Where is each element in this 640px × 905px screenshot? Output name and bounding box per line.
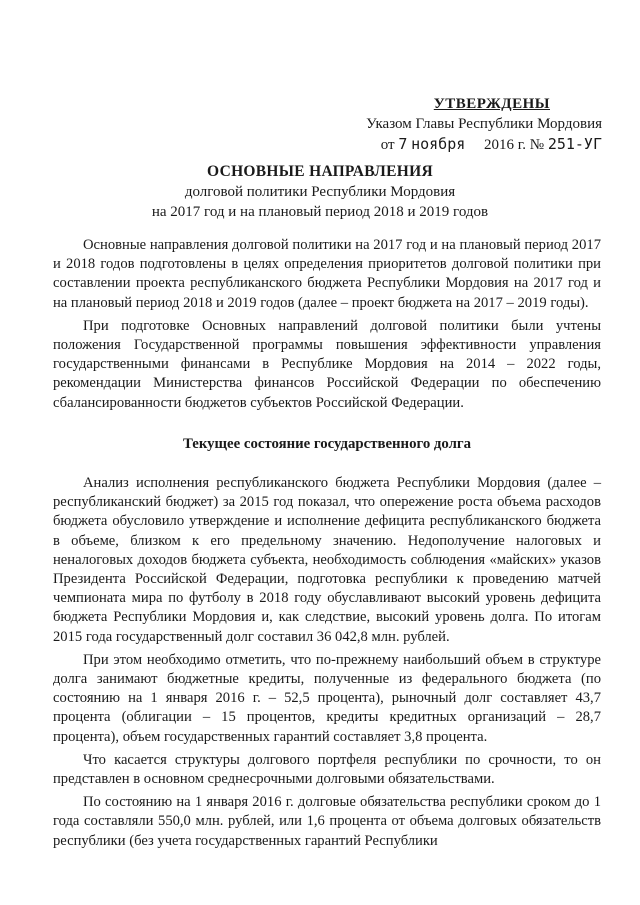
approval-word: УТВЕРЖДЕНЫ (433, 96, 550, 112)
paragraph-2: При подготовке Основных направлений долговой политики были учтены положения Государственной программы повышения эффективности управления государственными финансами в Республике Мордовия на 2014 – 2022 годы, рекомендации Министерства финансов Российской Федерации по обеспечению сбалансированности бюджетов субъектов Российской Федерации. (53, 317, 601, 411)
approval-decree-line: Указом Главы Республики Мордовия (366, 116, 602, 132)
title-main: ОСНОВНЫЕ НАПРАВЛЕНИЯ (207, 163, 433, 180)
date-year: 2016 г. № (484, 137, 545, 153)
title-period: на 2017 год и на плановый период 2018 и 2019 годов (151, 204, 489, 220)
approval-date-line (342, 134, 602, 155)
date-prefix: от (380, 137, 395, 153)
document-body (53, 236, 601, 851)
paragraph-4: При этом необходимо отметить, что по-прежнему наибольший объем в структуре долга занимают бюджетные кредиты, полученные из федерального бюджета (по состоянию на 1 января 2016 г. – 52,5 процента), рыночный долг составляет 43,7 процента (облигации – 15 процентов, кредиты кредитных организаций – 28,7 процента), объем государственных гарантий составляет 3,8 процента. (53, 651, 601, 745)
paragraph-1: Основные направления долговой политики на 2017 год и на плановый период 2017 и 2018 годов подготовлены в целях определения приоритетов долговой политики при составлении проекта республиканского бюджета Республики Мордовия на 2017 год и на плановый период 2018 и 2019 годов (далее – проект бюджета на 2017 – 2019 годы). (53, 237, 601, 311)
paragraph-5: Что касается структуры долгового портфеля республики по срочности, то он представлен в основном среднесрочными долговыми обязательствами. (53, 751, 601, 788)
handwritten-month: ноября (411, 135, 466, 153)
paragraph-3: Анализ исполнения республиканского бюджета Республики Мордовия (далее – республиканский бюджет) за 2015 год показал, что опережение роста объема расходов бюджета обусловило утверждение и исполнение дефицита республиканского бюджета в объеме, близком к его предельному значению. Недополучение налоговых и неналоговых доходов бюджета субъекта, необходимость соблюдения «майских» указов Президента Российской Федерации, подготовка республики к проведению матчей чемпионата мира по футболу в 2018 году обуславливают высокий уровень дефицита бюджета Республики Мордовия и, как следствие, высокий уровень долга. По итогам 2015 года государственный долг составил 36 042,8 млн. рублей. (53, 475, 601, 645)
approval-stamp (342, 94, 602, 155)
handwritten-number: 251-УГ (547, 135, 602, 153)
document-title (60, 162, 580, 222)
title-subtitle: долговой политики Республики Мордовия (184, 184, 456, 200)
section-heading: Текущее состояние государственного долга (182, 435, 472, 452)
handwritten-day: 7 (398, 135, 408, 153)
paragraph-6: По состоянию на 1 января 2016 г. долговые обязательства республики сроком до 1 года составляли 550,0 млн. рублей, или 1,6 процента от объема долговых обязательств республики (без учета государственных гарантий Республики (53, 794, 601, 849)
